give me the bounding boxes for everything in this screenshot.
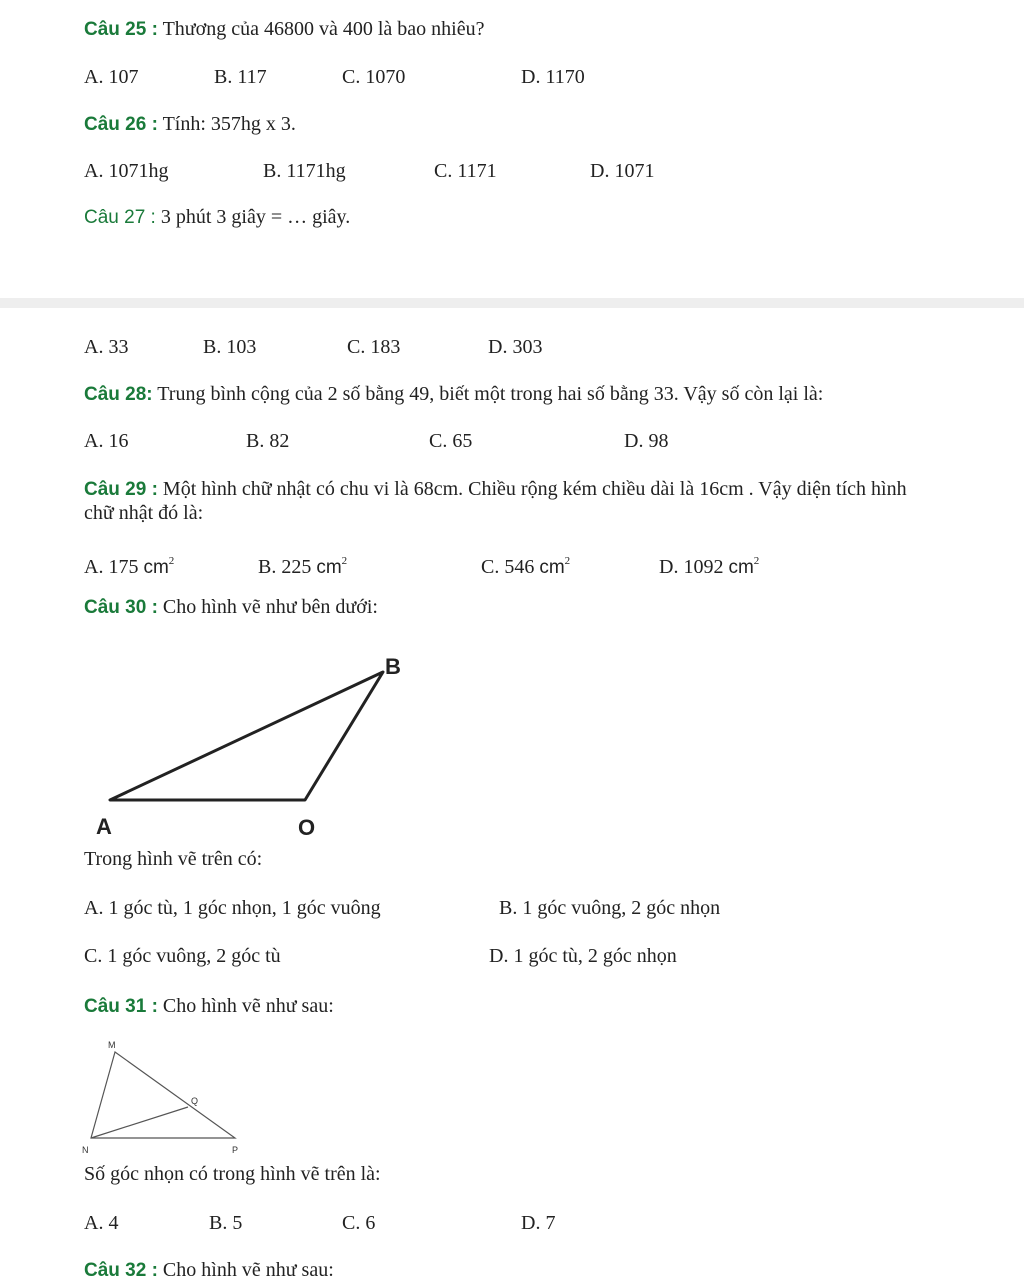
q29-option-d-prefix: D. <box>659 556 679 578</box>
label-b: B <box>385 654 401 679</box>
triangle-aob <box>110 672 383 800</box>
question-27 <box>84 205 350 230</box>
label-a: A <box>96 814 112 839</box>
q28-option-b: B. 82 <box>246 430 290 452</box>
q29-option-d <box>659 549 759 580</box>
question-25-label: Câu 25 : <box>84 19 158 40</box>
page-separator <box>0 298 1024 308</box>
question-31-after: Số góc nhọn có trong hình vẽ trên là: <box>84 1163 381 1185</box>
question-27-text: 3 phút 3 giây = … giây. <box>160 206 351 228</box>
question-25 <box>84 17 484 42</box>
q29-option-a <box>84 549 174 580</box>
q28-option-c: C. 65 <box>429 430 473 452</box>
q29-option-b-exp: 2 <box>341 555 348 567</box>
q26-option-d: D. 1071 <box>590 160 655 182</box>
q29-option-c-unit: cm <box>539 557 565 578</box>
question-29 <box>84 477 907 502</box>
q29-option-b-value: 225 <box>281 556 312 578</box>
segment-nq <box>91 1107 188 1138</box>
triangle-mnp <box>91 1052 235 1138</box>
q30-option-b: B. 1 góc vuông, 2 góc nhọn <box>499 897 721 919</box>
q25-option-d: D. 1170 <box>521 66 585 88</box>
question-30-after: Trong hình vẽ trên có: <box>84 848 263 870</box>
q26-option-c: C. 1171 <box>434 160 497 182</box>
question-28 <box>84 382 823 407</box>
q30-option-a: A. 1 góc tù, 1 góc nhọn, 1 góc vuông <box>84 897 381 919</box>
question-32-text: Cho hình vẽ như sau: <box>162 1259 334 1281</box>
q28-option-a: A. 16 <box>84 430 129 452</box>
q27-option-b: B. 103 <box>203 336 257 358</box>
q29-option-a-unit: cm <box>143 557 169 578</box>
label-p: P <box>232 1145 239 1155</box>
question-29-text-line1: Một hình chữ nhật có chu vi là 68cm. Chiều rộng kém chiều dài là 16cm . Vậy diện tích hình <box>162 478 907 500</box>
q29-option-b-prefix: B. <box>258 556 277 578</box>
question-30-label: Câu 30 : <box>84 597 158 618</box>
triangle-mnp-figure <box>80 1036 250 1160</box>
q29-option-d-exp: 2 <box>753 555 760 567</box>
question-26-label: Câu 26 : <box>84 114 158 135</box>
q27-option-d: D. 303 <box>488 336 543 358</box>
question-26-text: Tính: 357hg x 3. <box>162 113 296 135</box>
q29-option-c-exp: 2 <box>564 555 571 567</box>
q29-option-c <box>481 549 570 580</box>
question-28-text: Trung bình cộng của 2 số bằng 49, biết một trong hai số bằng 33. Vậy số còn lại là: <box>157 383 824 405</box>
question-31 <box>84 994 334 1019</box>
question-26 <box>84 112 296 137</box>
question-28-label: Câu 28: <box>84 384 153 405</box>
q29-option-d-value: 1092 <box>683 556 724 578</box>
question-31-text: Cho hình vẽ như sau: <box>162 995 334 1017</box>
q26-option-b: B. 1171hg <box>263 160 346 182</box>
q30-option-d: D. 1 góc tù, 2 góc nhọn <box>489 945 677 967</box>
q29-option-d-unit: cm <box>728 557 754 578</box>
question-30-text: Cho hình vẽ như bên dưới: <box>162 596 378 618</box>
question-30 <box>84 595 378 620</box>
q31-option-a: A. 4 <box>84 1212 119 1234</box>
q25-option-a: A. 107 <box>84 66 139 88</box>
triangle-aob-figure <box>80 640 420 850</box>
q27-option-c: C. 183 <box>347 336 401 358</box>
q25-option-c: C. 1070 <box>342 66 406 88</box>
question-31-label: Câu 31 : <box>84 996 158 1017</box>
question-29-text-line2: chữ nhật đó là: <box>84 502 204 524</box>
q29-option-a-value: 175 <box>108 556 139 578</box>
question-32-label: Câu 32 : <box>84 1260 158 1281</box>
q27-option-a: A. 33 <box>84 336 129 358</box>
question-29-label: Câu 29 : <box>84 479 158 500</box>
q31-option-b: B. 5 <box>209 1212 243 1234</box>
label-m: M <box>108 1040 116 1050</box>
question-27-label: Câu 27 : <box>84 207 156 228</box>
q28-option-d: D. 98 <box>624 430 669 452</box>
q29-option-c-prefix: C. <box>481 556 500 578</box>
cutoff-previous-text <box>60 0 760 2</box>
q31-option-c: C. 6 <box>342 1212 376 1234</box>
q31-option-d: D. 7 <box>521 1212 556 1234</box>
label-o: O <box>298 815 316 840</box>
q29-option-b <box>258 549 347 580</box>
q26-option-a: A. 1071hg <box>84 160 169 182</box>
label-q: Q <box>191 1096 199 1106</box>
q29-option-c-value: 546 <box>504 556 535 578</box>
question-32 <box>84 1258 334 1283</box>
label-n: N <box>82 1145 89 1155</box>
q29-option-b-unit: cm <box>316 557 342 578</box>
question-25-text: Thương của 46800 và 400 là bao nhiêu? <box>162 18 485 40</box>
q30-option-c: C. 1 góc vuông, 2 góc tù <box>84 945 281 967</box>
q29-option-a-exp: 2 <box>168 555 175 567</box>
q29-option-a-prefix: A. <box>84 556 104 578</box>
q25-option-b: B. 117 <box>214 66 267 88</box>
